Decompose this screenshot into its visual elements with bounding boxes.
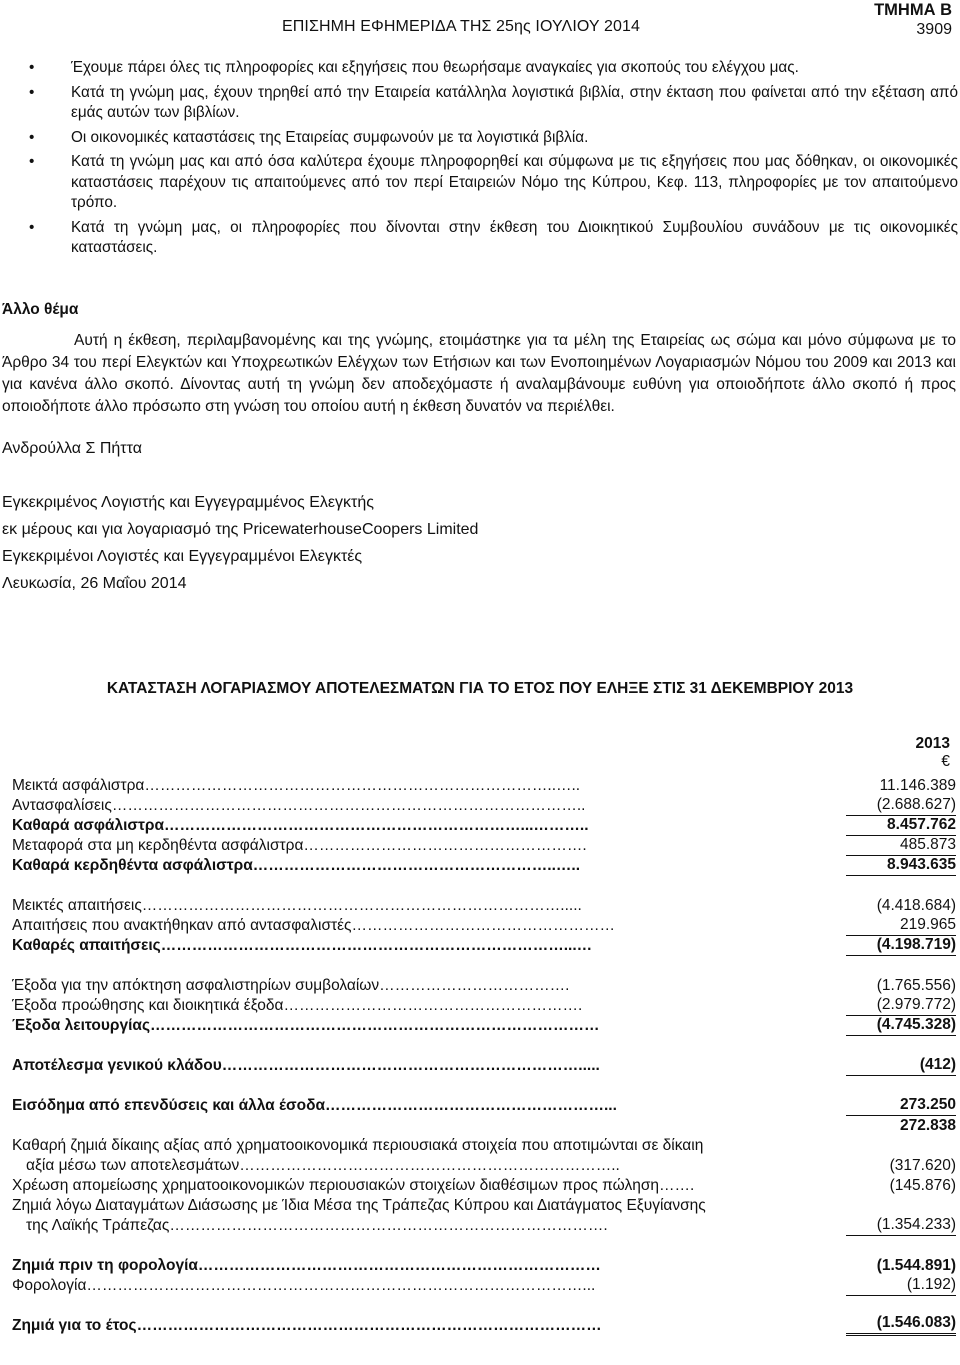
other-matter-text: Αυτή η έκθεση, περιλαμβανομένης και της γνώμης, ετοιμάστηκε για τα μέλη της Εταιρείας ως σώμα και μόνο σύμφωνα με το Άρθρο 34 του περί Ελεγκτών και Υποχρεωτικών Ελέγχων των Ετήσιων και των Ενοποιημένων Λογαριασμών Νόμου του 2009 και 2013 και για κανένα άλλο σκοπό. Δίνοντας αυτή τη γνώμη δεν αποδεχόμαστε ή αναλαμβάνουμε ευθύνη για οποιοδήποτε άλλο σκοπό ή προς οποιοδήποτε άλλο πρόσωπο στη γνώση του οποίου αυτή η έκθεση δυνατόν να περιέλθει. <box>2 332 956 415</box>
opinion-bullets <box>14 58 958 263</box>
bullet-item: • Οι οικονομικές καταστάσεις της Εταιρείας συμφωνούν με τα λογιστικά βιβλία. <box>14 128 958 149</box>
table-row: Καθαρά ασφάλιστρα……………………………………………………………...……….. 8.457.762 <box>12 816 956 834</box>
signatory-name: Ανδρούλλα Σ Πήττα <box>2 440 142 457</box>
statement-title: ΚΑΤΑΣΤΑΣΗ ΛΟΓΑΡΙΑΣΜΟΥ ΑΠΟΤΕΛΕΣΜΑΤΩΝ ΓΙΑ ΤΟ ΕΤΟΣ ΠΟΥ ΕΛΗΞΕ ΣΤΙΣ 31 ΔΕΚΕΜΒΡΙΟΥ 2013 <box>106 680 854 697</box>
table-row: Μεταφορά στα μη κερδηθέντα ασφάλιστρα………………………………………………. 485.873 <box>12 836 956 854</box>
journal-header: ΕΠΙΣΗΜΗ ΕΦΗΜΕΡΙΔΑ ΤΗΣ 25ης ΙΟΥΛΙΟΥ 2014 <box>282 18 640 35</box>
page-number: 3909 <box>916 21 952 38</box>
place-date: Λευκωσία, 26 Μαΐου 2014 <box>2 575 187 592</box>
table-row: Έξοδα προώθησης και διοικητικά έξοδα…………………………………………………. (2.979.772) <box>12 996 956 1014</box>
table-row: Χρέωση απομείωσης χρηματοοικονομικών περιουσιακών στοιχείων διαθέσιμων προς πώληση……. (145.876) <box>12 1177 956 1194</box>
table-row: Έξοδα για την απόκτηση ασφαλιστηρίων συμβολαίων………………………………. (1.765.556) <box>12 977 956 994</box>
table-row: Ζημιά για το έτος……………………………………………………………………………… (1.546.083) <box>12 1314 956 1334</box>
section-label: ΤΜΗΜΑ Β <box>874 1 952 19</box>
signatory-role: Εγκεκριμένος Λογιστής και Εγγεγραμμένος Ελεγκτής <box>2 494 374 511</box>
table-row: Καθαρές απαιτήσεις……………………………………………………………………...… (4.198.719) <box>12 936 956 954</box>
bullet-icon: • <box>29 218 35 236</box>
table-row: Φορολογία……………………………………………………………………………………... (1.192) <box>12 1276 956 1294</box>
table-row: Καθαρά κερδηθέντα ασφάλιστρα…………………………………………………..….. 8.943.635 <box>12 856 956 874</box>
table-row: Απαιτήσεις που ανακτήθηκαν από αντασφαλιστές…………………………………………… 219.965 <box>12 916 956 934</box>
bullet-icon: • <box>29 128 35 146</box>
income-statement-table <box>12 776 956 1336</box>
table-row: Εισόδημα από επενδύσεις και άλλα έσοδα………………………………………………... 273.250 <box>12 1096 956 1114</box>
bullet-item: • Έχουμε πάρει όλες τις πληροφορίες και εξηγήσεις που θεωρήσαμε αναγκαίες για σκοπούς του ελέγχου μας. <box>14 58 958 79</box>
table-row: Ζημιά λόγω Διαταγμάτων Διάσωσης με Ίδια Μέσα της Τράπεζας Κύπρου και Διατάγματος Εξυγίανσης της Λαϊκής Τράπεζας…………………………………………………………………………. (1.354.233) <box>12 1197 956 1234</box>
firm-role: Εγκεκριμένοι Λογιστές και Εγγεγραμμένοι Ελεγκτές <box>2 548 363 565</box>
bullet-item: • Κατά τη γνώμη μας, οι πληροφορίες που δίνονται στην έκθεση του Διοικητικού Συμβουλίου συνάδουν με τις οικονομικές καταστάσεις. <box>29 218 958 256</box>
bullet-icon: • <box>29 83 35 101</box>
currency-symbol: € <box>941 753 950 770</box>
table-row: 272.838 <box>899 1117 956 1134</box>
table-row: Έξοδα λειτουργίας…………………………………………………………………………… (4.745.328) <box>12 1016 956 1034</box>
table-row: Αποτέλεσμα γενικού κλάδου……………………………………………………………..... (412) <box>12 1056 956 1074</box>
other-matter-title: Άλλο θέμα <box>2 301 79 318</box>
bullet-item: • Κατά τη γνώμη μας και από όσα καλύτερα έχουμε πληροφορηθεί και σύμφωνα με τις εξηγήσεις που μας δόθηκαν, οι οικονομικές καταστάσεις παρέχουν τις απαιτούμενες από τον περί Εταιρειών Νόμο της Κύπρου, Κεφ. 113, πληροφορίες με τον απαιτούμενο τρόπο. <box>29 153 958 211</box>
bullet-icon: • <box>29 153 35 170</box>
table-row: Ζημιά πριν τη φορολογία…………………………………………………………………… (1.544.891) <box>12 1257 956 1274</box>
signatory-on-behalf: εκ μέρους και για λογαριασμό της PricewaterhouseCoopers Limited <box>2 521 479 538</box>
table-row: Καθαρή ζημιά δίκαιης αξίας από χρηματοοικονομικά περιουσιακά στοιχεία που αποτιμώνται σε δίκαιη αξία μέσω των αποτελεσμάτων……………………………………………………………….. (317.620) <box>12 1137 956 1174</box>
bullet-icon: • <box>29 59 35 76</box>
bullet-item: • Κατά τη γνώμη μας, έχουν τηρηθεί από την Εταιρεία κατάλληλα λογιστικά βιβλία, στην έκταση που φαίνεται από την εξέταση από εμάς αυτών των βιβλίων. <box>29 83 958 121</box>
header-right <box>874 0 952 40</box>
table-row: Αντασφαλίσεις……………………………………………………………………………….. (2.688.627) <box>12 796 956 814</box>
table-row: Μεικτά ασφάλιστρα……………………………………………………………………..….. 11.146.389 <box>12 777 956 794</box>
year-column-header: 2013 <box>915 735 950 752</box>
table-row: Μεικτές απαιτήσεις………………………………………………………………………..... (4.418.684) <box>12 897 956 914</box>
